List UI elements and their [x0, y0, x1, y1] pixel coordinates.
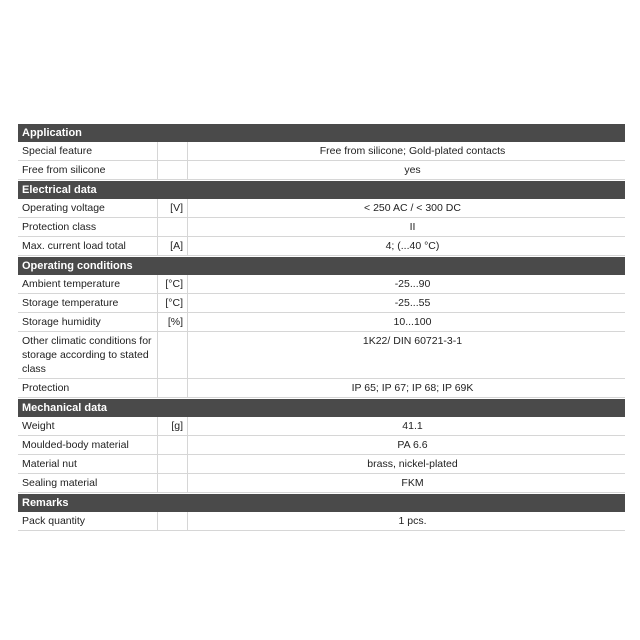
- spec-label: Protection: [18, 379, 158, 397]
- spec-value: yes: [404, 164, 421, 176]
- spec-unit: [158, 455, 188, 473]
- spec-row: [18, 218, 625, 237]
- spec-value: Free from silicone; Gold-plated contacts: [319, 145, 506, 157]
- spec-unit: [°C]: [158, 294, 188, 312]
- spec-row: [18, 161, 625, 180]
- spec-unit: [158, 332, 188, 378]
- spec-unit: [V]: [158, 199, 188, 217]
- spec-unit: [°C]: [158, 275, 188, 293]
- spec-value: 10...100: [393, 316, 432, 328]
- spec-label: Storage temperature: [18, 294, 158, 312]
- section-header-mechanical: Mechanical data: [18, 399, 625, 417]
- spec-row: [18, 332, 625, 379]
- spec-row: [18, 313, 625, 332]
- spec-row: [18, 436, 625, 455]
- spec-row: [18, 275, 625, 294]
- spec-label: Pack quantity: [18, 512, 158, 530]
- spec-row: [18, 379, 625, 398]
- spec-row: [18, 474, 625, 493]
- spec-row: [18, 142, 625, 161]
- spec-label: Operating voltage: [18, 199, 158, 217]
- spec-value: brass, nickel-plated: [367, 458, 458, 470]
- spec-label: Protection class: [18, 218, 158, 236]
- spec-label: Storage humidity: [18, 313, 158, 331]
- spec-value: 41.1: [402, 420, 423, 432]
- spec-label: Moulded-body material: [18, 436, 158, 454]
- spec-value: 4; (...40 °C): [385, 240, 440, 252]
- spec-value: IP 65; IP 67; IP 68; IP 69K: [351, 382, 474, 394]
- spec-value: PA 6.6: [397, 439, 428, 451]
- spec-value: < 250 AC / < 300 DC: [364, 202, 461, 214]
- spec-row: [18, 294, 625, 313]
- spec-unit: [158, 142, 188, 160]
- spec-label: Weight: [18, 417, 158, 435]
- section-header-remarks: Remarks: [18, 494, 625, 512]
- spec-value: FKM: [401, 477, 424, 489]
- spec-label: Other climatic conditions for storage according to stated class: [18, 332, 158, 378]
- spec-unit: [158, 474, 188, 492]
- spec-value: 1 pcs.: [398, 515, 427, 527]
- spec-unit: [158, 436, 188, 454]
- spec-label: Free from silicone: [18, 161, 158, 179]
- section-header-electrical: Electrical data: [18, 181, 625, 199]
- spec-row: [18, 237, 625, 256]
- spec-row: [18, 455, 625, 474]
- spec-value: -25...55: [394, 297, 431, 309]
- spec-label: Max. current load total: [18, 237, 158, 255]
- section-header-application: Application: [18, 124, 625, 142]
- section-header-operating-conditions: Operating conditions: [18, 257, 625, 275]
- spec-label: Ambient temperature: [18, 275, 158, 293]
- spec-unit: [A]: [158, 237, 188, 255]
- spec-row: [18, 512, 625, 531]
- spec-row: [18, 417, 625, 436]
- spec-value: II: [409, 221, 416, 233]
- spec-row: [18, 199, 625, 218]
- spec-label: Special feature: [18, 142, 158, 160]
- spec-unit: [158, 218, 188, 236]
- spec-value: 1K22/ DIN 60721-3-1: [362, 335, 463, 347]
- spec-unit: [158, 379, 188, 397]
- spec-value: -25...90: [394, 278, 431, 290]
- spec-label: Material nut: [18, 455, 158, 473]
- spec-unit: [%]: [158, 313, 188, 331]
- spec-unit: [158, 512, 188, 530]
- spec-label: Sealing material: [18, 474, 158, 492]
- spec-unit: [158, 161, 188, 179]
- spec-unit: [g]: [158, 417, 188, 435]
- spec-table: [18, 123, 625, 531]
